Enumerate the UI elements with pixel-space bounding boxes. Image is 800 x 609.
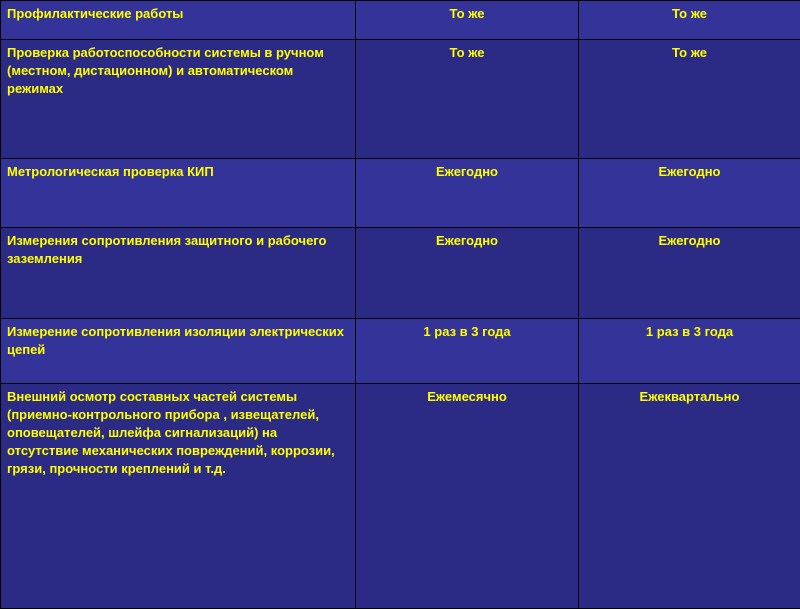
table-row bbox=[1, 159, 800, 228]
work-cell: Профилактические работы bbox=[1, 1, 356, 40]
table-row bbox=[1, 228, 800, 319]
frequency-cell: То же bbox=[356, 1, 579, 40]
work-cell: Проверка работоспособности системы в ручном (местном, дистационном) и автоматическом режимах bbox=[1, 40, 356, 159]
work-cell: Измерение сопротивления изоляции электрических цепей bbox=[1, 319, 356, 384]
frequency-cell: То же bbox=[579, 40, 800, 159]
table-row bbox=[1, 384, 800, 609]
frequency-cell: 1 раз в 3 года bbox=[356, 319, 579, 384]
work-cell: Внешний осмотр составных частей системы (приемно-контрольного прибора , извещателей, оповещателей, шлейфа сигнализаций) на отсутствие механических повреждений, коррозии, грязи, прочности креплений и т.д. bbox=[1, 384, 356, 609]
frequency-cell: Ежегодно bbox=[356, 228, 579, 319]
frequency-cell: Ежемесячно bbox=[356, 384, 579, 609]
frequency-cell: То же bbox=[579, 1, 800, 40]
frequency-cell: 1 раз в 3 года bbox=[579, 319, 800, 384]
table-row bbox=[1, 40, 800, 159]
work-cell: Измерения сопротивления защитного и рабочего заземления bbox=[1, 228, 356, 319]
frequency-cell: Ежегодно bbox=[579, 159, 800, 228]
table-row bbox=[1, 319, 800, 384]
frequency-cell: Ежегодно bbox=[356, 159, 579, 228]
frequency-cell: Ежегодно bbox=[579, 228, 800, 319]
frequency-cell: То же bbox=[356, 40, 579, 159]
table-row bbox=[1, 1, 800, 40]
work-cell: Метрологическая проверка КИП bbox=[1, 159, 356, 228]
frequency-cell: Ежеквартально bbox=[579, 384, 800, 609]
